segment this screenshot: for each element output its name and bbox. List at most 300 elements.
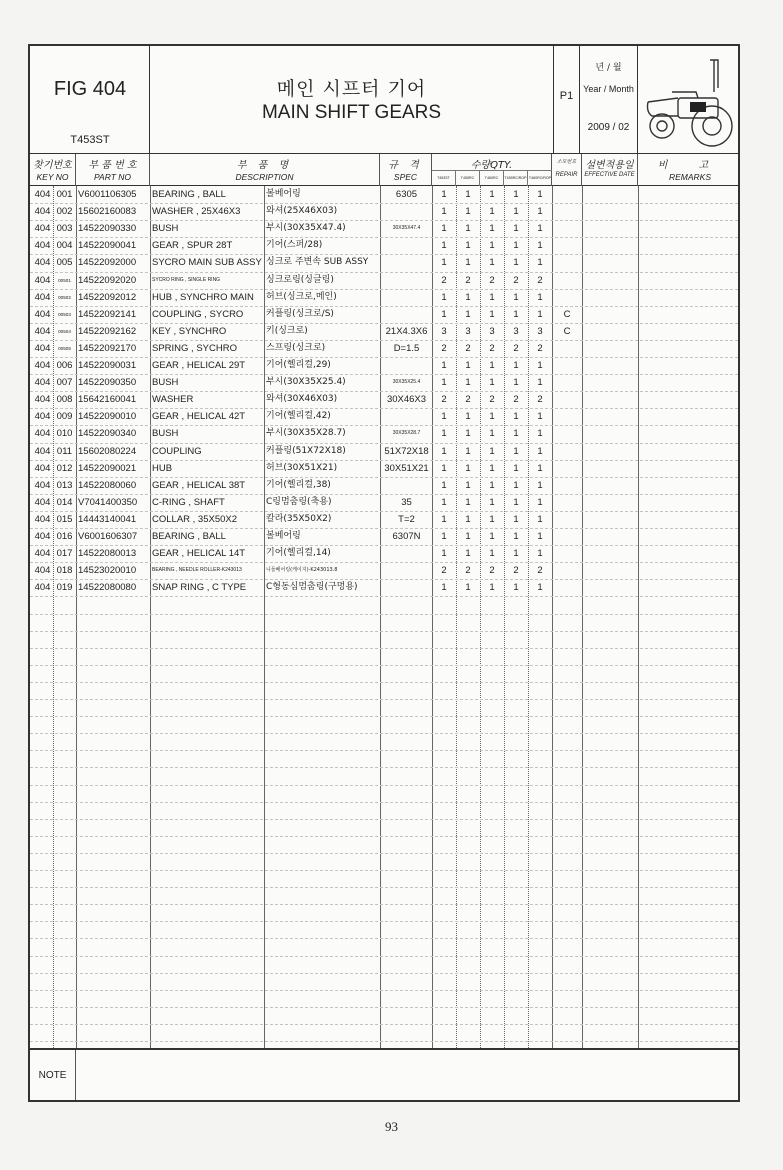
repair-cell (552, 511, 582, 528)
qty-cell: 1 (465, 377, 471, 389)
spec-cell: 30X46X3 (386, 394, 427, 406)
qty-cell: 1 (513, 189, 519, 200)
key-cell: 001 (56, 189, 73, 200)
key-cell: 015 (56, 513, 73, 525)
qty-cell: 1 (441, 582, 447, 594)
table-row (30, 545, 738, 562)
fig-cell: 404 (34, 428, 51, 440)
qty-sub-3: T460RC (480, 170, 504, 186)
description-korean-cell: 부시(30X35X28.7) (266, 428, 346, 439)
description-english-cell: GEAR , HELICAL 29T (152, 360, 246, 371)
part-cell: 14522090340 (78, 428, 137, 440)
table-row (30, 511, 738, 528)
repair-cell (552, 579, 582, 596)
description-english-cell: GEAR , HELICAL 14T (152, 548, 246, 560)
description-english-cell: BEARING , BALL (152, 531, 226, 542)
note-label: NOTE (30, 1050, 76, 1100)
qty-cell: 1 (537, 462, 543, 474)
description-korean-cell: 기어(헬리컬,14) (266, 548, 331, 559)
repair-cell (552, 391, 582, 408)
part-cell: 14522092170 (78, 342, 137, 354)
spec-cell: 35 (401, 496, 412, 508)
qty-cell: 3 (441, 325, 447, 337)
title-english: MAIN SHIFT GEARS (261, 102, 442, 123)
description-korean-cell: 와셔(30X46X03) (266, 394, 338, 405)
qty-cell: 1 (537, 189, 543, 200)
table-row (30, 391, 738, 408)
qty-cell: 1 (489, 513, 495, 525)
part-cell: 14522090350 (78, 377, 137, 389)
table-row (30, 562, 738, 579)
description-korean-cell: 커플링(51X72X18) (266, 445, 346, 456)
qty-cell: 2 (537, 394, 543, 406)
part-cell: 14522090041 (78, 240, 137, 252)
qty-cell: 1 (489, 428, 495, 440)
description-english-cell: BUSH (152, 223, 179, 235)
fig-cell: 404 (34, 411, 51, 423)
qty-cell: 1 (513, 428, 519, 440)
spec-cell: 6307N (392, 531, 421, 542)
qty-cell: 1 (441, 308, 447, 320)
qty-cell: 1 (465, 548, 471, 560)
table-row (30, 408, 738, 425)
figure-number: FIG 404 (53, 78, 127, 100)
model-number: T453ST (70, 134, 110, 146)
repair-cell (552, 374, 582, 391)
qty-cell: 1 (537, 377, 543, 389)
table-row (30, 374, 738, 391)
key-cell: 00502 (58, 294, 71, 300)
spec-cell: 30X35X25.4 (392, 379, 421, 386)
fig-cell: 404 (34, 342, 51, 354)
table-row (30, 254, 738, 271)
table-row (30, 220, 738, 237)
fig-cell: 404 (34, 548, 51, 560)
key-cell: 003 (56, 223, 73, 235)
key-cell: 014 (56, 496, 73, 508)
part-cell: 15642160041 (78, 394, 137, 406)
part-cell: 14522080013 (78, 548, 137, 560)
spec-cell (381, 254, 432, 271)
fig-cell: 404 (34, 189, 51, 200)
table-row (30, 460, 738, 477)
repair-cell (552, 494, 582, 511)
qty-cell: 1 (441, 411, 447, 423)
qty-cell: 1 (465, 462, 471, 474)
qty-cell: 3 (489, 325, 495, 337)
qty-cell: 1 (537, 428, 543, 440)
qty-cell: 1 (465, 240, 471, 252)
col-spec: 규 격 SPEC (380, 154, 432, 186)
qty-cell: 1 (441, 206, 447, 218)
page-box (554, 46, 580, 154)
qty-cell: 1 (465, 513, 471, 525)
qty-cell: 2 (489, 565, 495, 577)
key-cell: 017 (56, 548, 73, 560)
fig-cell: 404 (34, 291, 51, 303)
fig-cell: 404 (34, 462, 51, 474)
description-english-cell: GEAR , HELICAL 38T (152, 479, 246, 491)
key-cell: 002 (56, 206, 73, 218)
description-english-cell: SYCRO MAIN SUB ASSY (152, 257, 262, 269)
qty-cell: 1 (537, 223, 543, 235)
qty-cell: 2 (513, 394, 519, 406)
spec-cell: 30X35X47.4 (392, 225, 421, 232)
description-korean-cell: C형동심멈춤링(구멍용) (266, 582, 358, 593)
description-english-cell: SNAP RING , C TYPE (152, 582, 247, 594)
fig-cell: 404 (34, 513, 51, 525)
qty-sub-1: T453ST (432, 170, 456, 186)
key-cell: 00504 (58, 328, 71, 334)
description-korean-cell: 기어(스퍼/28) (266, 240, 323, 251)
description-korean-cell: C링멈춤링(축용) (266, 496, 332, 507)
part-cell: 14523020010 (78, 565, 137, 577)
spec-cell: 21X4.3X6 (385, 325, 428, 337)
qty-cell: 1 (489, 462, 495, 474)
qty-cell: 1 (537, 548, 543, 560)
fig-cell: 404 (34, 223, 51, 235)
qty-cell: 1 (489, 223, 495, 235)
qty-cell: 2 (441, 274, 447, 286)
col-remarks: 비 고 REMARKS (657, 160, 723, 182)
repair-cell (552, 477, 582, 494)
title-box (150, 46, 554, 154)
key-cell: 00505 (58, 345, 71, 351)
qty-cell: 1 (489, 308, 495, 320)
key-cell: 005 (56, 257, 73, 269)
qty-cell: 1 (489, 496, 495, 508)
description-korean-cell: 스프링(싱크로) (266, 342, 326, 353)
part-cell: V6001606307 (78, 531, 138, 542)
description-korean-cell: 기어(헬리컬,42) (266, 411, 331, 422)
qty-cell: 1 (489, 240, 495, 252)
qty-cell: 1 (489, 548, 495, 560)
fig-cell: 404 (34, 274, 51, 286)
part-cell: 14522090021 (78, 462, 137, 474)
key-cell: 019 (56, 582, 73, 594)
description-english-cell: SPRING , SYCHRO (152, 342, 237, 354)
spec-cell (381, 579, 432, 596)
qty-cell: 1 (513, 360, 519, 371)
qty-cell: 1 (441, 428, 447, 440)
col-part-no: 부 품 번 호 PART NO (76, 154, 150, 186)
qty-cell: 1 (465, 411, 471, 423)
figure-box (30, 46, 150, 154)
note-section (30, 1048, 738, 1100)
repair-cell (552, 408, 582, 425)
description-english-cell: BUSH (152, 377, 179, 389)
fig-cell: 404 (34, 377, 51, 389)
description-korean-cell: 싱크로링(싱글링) (266, 274, 334, 285)
description-english-cell: SYCRO RING , SINGLE RING (152, 276, 221, 283)
table-row (30, 186, 738, 203)
qty-cell: 1 (489, 291, 495, 303)
qty-cell: 2 (489, 342, 495, 354)
repair-cell (552, 340, 582, 357)
part-cell: 14522092012 (78, 291, 137, 303)
qty-cell: 1 (441, 291, 447, 303)
qty-cell: 1 (513, 513, 519, 525)
table-row (30, 357, 738, 374)
qty-cell: 1 (465, 496, 471, 508)
key-cell: 009 (56, 411, 73, 423)
spec-cell (381, 477, 432, 494)
fig-cell: 404 (34, 257, 51, 269)
qty-cell: 1 (537, 479, 543, 491)
repair-cell (552, 443, 582, 460)
qty-cell: 1 (489, 479, 495, 491)
part-cell: V7041400350 (78, 496, 138, 508)
qty-cell: 2 (465, 274, 471, 286)
qty-cell: 1 (537, 582, 543, 594)
part-cell: 14522092020 (78, 274, 137, 286)
page-number: 93 (385, 1119, 398, 1134)
qty-cell: 1 (513, 445, 519, 457)
spec-cell (381, 272, 432, 289)
qty-cell: 1 (513, 479, 519, 491)
repair-cell (552, 460, 582, 477)
qty-cell: 1 (513, 257, 519, 269)
key-cell: 013 (56, 479, 73, 491)
description-english-cell: GEAR , SPUR 28T (152, 240, 233, 252)
repair-cell: C (563, 325, 571, 337)
qty-cell: 1 (441, 531, 447, 542)
description-english-cell: WASHER , 25X46X3 (152, 206, 241, 218)
table-row (30, 203, 738, 220)
qty-cell: 1 (537, 496, 543, 508)
table-row (30, 237, 738, 254)
repair-cell (552, 545, 582, 562)
qty-cell: 1 (513, 582, 519, 594)
table-row (30, 477, 738, 494)
repair-cell (552, 289, 582, 306)
repair-cell (552, 220, 582, 237)
col-qty: 수량QTY. T453ST T455RC T460RC T455RC/ROP T460RC/ROP (432, 154, 552, 186)
table-row (30, 306, 738, 323)
spec-cell (381, 237, 432, 254)
description-korean-cell: 허브(30X51X21) (266, 462, 338, 473)
qty-cell: 1 (537, 531, 543, 542)
qty-cell: 1 (489, 257, 495, 269)
qty-cell: 2 (465, 342, 471, 354)
description-korean-cell: 칼라(35X50X2) (266, 513, 332, 524)
repair-cell (552, 357, 582, 374)
qty-cell: 2 (513, 342, 519, 354)
table-row (30, 579, 738, 596)
description-english-cell: BUSH (152, 428, 179, 440)
qty-cell: 1 (465, 291, 471, 303)
qty-cell: 1 (465, 308, 471, 320)
qty-cell: 1 (489, 377, 495, 389)
qty-cell: 1 (465, 206, 471, 218)
fig-cell: 404 (34, 394, 51, 406)
col-description: 부 품 명 DESCRIPTION (150, 154, 380, 186)
qty-cell: 1 (441, 445, 447, 457)
table-row (30, 494, 738, 511)
qty-cell: 1 (513, 240, 519, 252)
fig-cell: 404 (34, 582, 51, 594)
qty-cell: 1 (537, 206, 543, 218)
fig-cell: 404 (34, 308, 51, 320)
spec-cell: T=2 (398, 513, 415, 525)
qty-cell: 1 (489, 411, 495, 423)
col-repair: 소모번호 REPAIR (552, 154, 582, 186)
qty-cell: 2 (441, 394, 447, 406)
description-english-cell: COLLAR , 35X50X2 (152, 513, 238, 525)
spec-cell: D=1.5 (393, 342, 420, 354)
spec-cell (381, 408, 432, 425)
qty-cell: 1 (465, 257, 471, 269)
table-row (30, 528, 738, 545)
qty-cell: 1 (441, 496, 447, 508)
qty-cell: 1 (441, 513, 447, 525)
repair-cell (552, 186, 582, 203)
qty-cell: 3 (537, 325, 543, 337)
qty-cell: 1 (537, 291, 543, 303)
part-cell: 15602160083 (78, 206, 137, 218)
description-korean-cell: 부시(30X35X47.4) (266, 223, 346, 234)
qty-cell: 1 (513, 531, 519, 542)
description-english-cell: BEARING , NEEDLE ROLLER-K243013 (152, 567, 242, 574)
spec-cell: 30X51X21 (384, 462, 429, 474)
spec-cell (381, 545, 432, 562)
qty-cell: 1 (537, 513, 543, 525)
qty-cell: 1 (537, 360, 543, 371)
qty-cell: 1 (441, 548, 447, 560)
qty-cell: 1 (489, 445, 495, 457)
fig-cell: 404 (34, 206, 51, 218)
title-korean: 메인 시프터 기어 (276, 78, 427, 100)
fig-cell: 404 (34, 496, 51, 508)
fig-cell: 404 (34, 445, 51, 457)
part-cell: V6001106305 (78, 189, 137, 200)
key-cell: 011 (56, 445, 73, 457)
spec-cell: 6305 (395, 189, 418, 200)
qty-cell: 2 (465, 565, 471, 577)
qty-cell: 2 (441, 565, 447, 577)
part-cell: 14522090330 (78, 223, 137, 235)
qty-cell: 1 (441, 257, 447, 269)
key-cell: 007 (56, 377, 73, 389)
fig-cell: 404 (34, 325, 51, 337)
description-korean-cell: 와셔(25X46X03) (266, 206, 338, 217)
qty-cell: 1 (513, 548, 519, 560)
fig-cell: 404 (34, 479, 51, 491)
qty-cell: 1 (441, 462, 447, 474)
qty-cell: 1 (465, 189, 471, 200)
key-cell: 010 (56, 428, 73, 440)
part-cell: 14522092141 (78, 308, 137, 320)
repair-cell (552, 272, 582, 289)
repair-cell (552, 562, 582, 579)
description-korean-cell: 니들베어링(케이지)-K243013.8 (266, 567, 338, 574)
qty-cell: 1 (513, 291, 519, 303)
column-header (30, 154, 738, 186)
qty-cell: 1 (489, 582, 495, 594)
col-effective-date: 설변적용일 EFFECTIVE DATE (582, 154, 638, 186)
spec-cell (381, 203, 432, 220)
description-korean-cell: 볼베어링 (266, 531, 301, 541)
repair-cell: C (563, 308, 571, 320)
qty-cell: 1 (489, 531, 495, 542)
qty-cell: 1 (465, 531, 471, 542)
qty-cell: 1 (513, 206, 519, 218)
date-label-english: Year / Month (583, 84, 634, 94)
description-korean-cell: 기어(헬리컬,29) (266, 360, 331, 370)
table-row (30, 443, 738, 460)
description-korean-cell: 부시(30X35X25.4) (266, 377, 346, 388)
table-row (30, 272, 738, 289)
date-box (580, 46, 638, 154)
description-korean-cell: 기어(헬리컬,38) (266, 479, 331, 490)
qty-cell: 1 (489, 189, 495, 200)
description-english-cell: KEY , SYNCHRO (152, 325, 227, 337)
qty-cell: 1 (465, 582, 471, 594)
qty-cell: 1 (513, 308, 519, 320)
qty-cell: 1 (465, 428, 471, 440)
qty-cell: 1 (489, 206, 495, 218)
table-row (30, 340, 738, 357)
fig-cell: 404 (34, 531, 51, 542)
description-english-cell: C-RING , SHAFT (152, 496, 225, 508)
table-row (30, 289, 738, 306)
qty-cell: 1 (441, 189, 447, 200)
qty-cell: 1 (537, 308, 543, 320)
table-row (30, 323, 738, 340)
tractor-illustration (638, 46, 742, 154)
key-cell: 008 (56, 394, 73, 406)
date-label-korean: 년 / 월 (595, 63, 622, 73)
spec-cell (381, 306, 432, 323)
qty-cell: 3 (513, 325, 519, 337)
spec-cell: 51X72X18 (384, 445, 429, 457)
spec-cell: 30X35X28.7 (392, 430, 421, 437)
tractor-icon (642, 52, 738, 148)
part-cell: 15602080224 (78, 445, 137, 457)
qty-cell: 1 (513, 496, 519, 508)
col-key-no: 찾기번호 KEY NO (30, 154, 76, 186)
qty-cell: 2 (537, 274, 543, 286)
qty-cell: 2 (537, 565, 543, 577)
spec-cell (381, 562, 432, 579)
fig-cell: 404 (34, 360, 51, 371)
qty-cell: 1 (537, 411, 543, 423)
qty-cell: 2 (537, 342, 543, 354)
qty-cell: 1 (513, 462, 519, 474)
qty-cell: 1 (441, 479, 447, 491)
qty-cell: 2 (441, 342, 447, 354)
description-korean-cell: 허브(싱크로,메인) (266, 291, 337, 302)
date-value: 2009 / 02 (587, 122, 630, 133)
qty-cell: 1 (537, 240, 543, 252)
key-cell: 012 (56, 462, 73, 474)
part-cell: 14522092000 (78, 257, 137, 269)
description-korean-cell: 볼베어링 (266, 189, 301, 199)
repair-cell (552, 203, 582, 220)
qty-cell: 1 (489, 360, 495, 371)
part-cell: 14522080060 (78, 479, 137, 491)
qty-cell: 1 (513, 223, 519, 235)
description-korean-cell: 키(싱크로) (266, 325, 308, 336)
qty-cell: 1 (441, 377, 447, 389)
part-cell: 14522080080 (78, 582, 137, 594)
description-korean-cell: 커플링(싱크로/S) (266, 308, 334, 319)
key-cell: 00501 (58, 277, 71, 283)
qty-cell: 2 (489, 394, 495, 406)
qty-cell: 1 (441, 360, 447, 371)
qty-cell: 1 (441, 223, 447, 235)
fig-cell: 404 (34, 565, 51, 577)
